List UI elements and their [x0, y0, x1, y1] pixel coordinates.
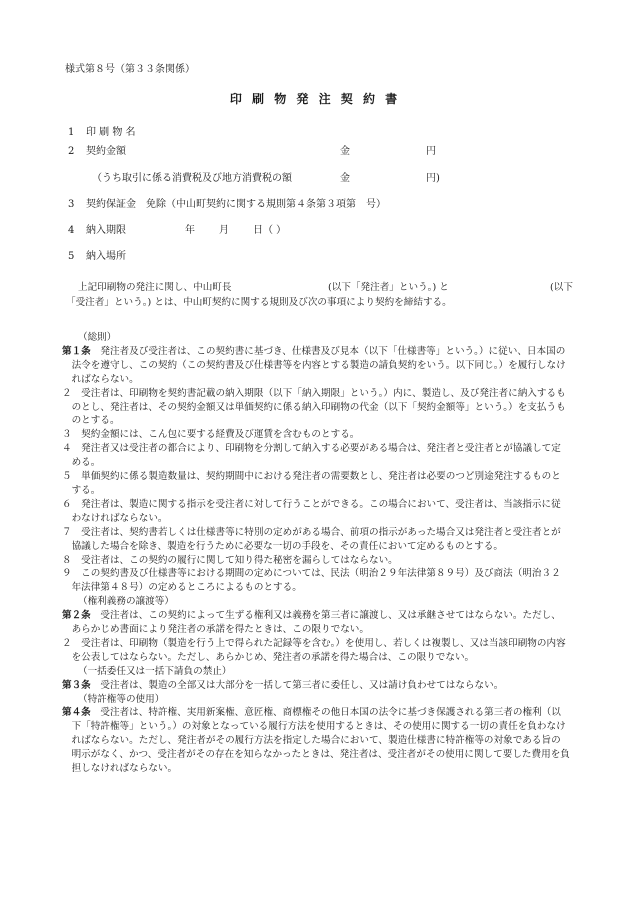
field-4-month: 月	[219, 225, 229, 236]
article-4	[62, 706, 570, 776]
article-1	[62, 345, 570, 387]
field-2-kin: 金	[340, 146, 350, 157]
field-4-year: 年	[185, 225, 195, 236]
article-number: 第２条	[62, 610, 91, 622]
clause-item: ９ この契約書及び仕様書等における期間の定めについては、民法（明治２９年法律第８９号）及び商法（明治３２年法律第４８号）の定めるところによるものとする。	[62, 568, 561, 594]
field-2-en: 円	[426, 146, 436, 157]
section-heading: （特許権等の使用）	[78, 693, 165, 705]
intro-line1-c: (以下	[550, 282, 573, 293]
field-4-day: 日（ ）	[253, 225, 287, 236]
field-4-number: 4	[68, 225, 75, 236]
section-heading: （総則）	[78, 332, 117, 343]
article-text: 受注者は、この契約によって生ずる権利又は義務を第三者に譲渡し、又は承継させてはならない。ただし、あらかじめ書面により発注者の承諾を得たときは、この限りでない。	[71, 610, 561, 636]
article-2	[62, 609, 570, 637]
intro-line2: 「受注者」という。) とは、中山町契約に関する規則及び次の事項により契約を締結する。	[66, 297, 452, 308]
article-number: 第１条	[62, 345, 91, 357]
document-title: 印 刷 物 発 注 契 約 書	[229, 92, 401, 106]
intro-line1-b: (以下「発注者」という。) と	[328, 282, 449, 293]
article-3	[62, 679, 570, 693]
clause-item: ８ 受注者は、この契約の履行に関して知り得た秘密を漏らしてはならない。	[62, 554, 398, 566]
clause-item: ５ 単価契約に係る製造数量は、契約期間中における発注者の需要数とし、発注者は必要のつど別途発注するものとする。	[62, 471, 561, 496]
clause-item: ４ 発注者又は受注者の都合により、印刷物を分割して納入する必要がある場合は、発注者と受注者とが協議して定める。	[62, 443, 561, 469]
clause-item: ６ 発注者は、製造に関する指示を受注者に対して行うことができる。この場合において、受注者は、当該指示に従わなければならない。	[62, 498, 561, 524]
article-text: 受注者は、特許権、実用新案権、意匠権、商標権その他日本国の法令に基づき保護される第三者の権利（以下「特許権等」という。）の対象となっている履行方法を使用するときは、その使用に関する一切の責任を負わなければならない。ただし、発注者がその履行方法を指定した場合において、製造仕様書に特許権等の対象である旨の明示がなく、かつ、受注者がその存在を知らなかったときは、発注者は、受注者がその使用に関して要した費用を負担しなければならない。	[71, 707, 570, 775]
article-number: 第３条	[62, 679, 91, 691]
clause-item: ２ 受注者は、印刷物を契約書記載の納入期限（以下「納入期限」という。）内に、製造し、及び発注者に納入するものとし、発注者は、その契約金額又は単価契約に係る納入印刷物の代金（以下「契約金額等」という。）を支払うものとする。	[62, 387, 566, 427]
field-2-tax-en: 円)	[426, 173, 440, 184]
article-number: 第４条	[62, 707, 91, 719]
intro-line1-a: 上記印刷物の発注に関し、中山町長	[78, 282, 232, 293]
field-5-label: 納入場所	[86, 251, 126, 262]
clause-item: ７ 受注者は、契約書若しくは仕様書等に特別の定めがある場合、前項の指示があった場合又は発注者と受注者とが協議した場合を除き、製造を行うために必要な一切の手段を、その責任において定めるものとする。	[62, 526, 561, 552]
contract-clauses	[62, 331, 570, 776]
field-2-number: 2	[68, 146, 75, 157]
field-5-number: 5	[68, 251, 75, 262]
field-1-label: 印 刷 物 名	[86, 127, 136, 138]
field-4-label: 納入期限	[86, 225, 126, 236]
field-3-number: 3	[68, 199, 75, 210]
field-2-tax-label: （うち取引に係る消費税及び地方消費税の額	[92, 173, 292, 184]
field-3-text: 免除（中山町契約に関する規則第４条第３項第 号）	[146, 199, 386, 210]
article-text: 発注者及び受注者は、この契約書に基づき、仕様書及び見本（以下「仕様書等」という。）に従い、日本国の法令を遵守し、この契約（この契約書及び仕様書等を内容とする製造の請負契約をいう。以下同じ。）を履行しなければならない。	[71, 345, 566, 385]
section-heading: （権利義務の譲渡等）	[78, 596, 174, 608]
form-number: 様式第８号（第３３条関係）	[65, 64, 195, 75]
article-text: 受注者は、製造の全部又は大部分を一括して第三者に委任し、又は請け負わせてはならない。	[90, 679, 504, 691]
section-heading: （一括委任又は一括下請負の禁止）	[78, 665, 232, 677]
field-2-tax-kin: 金	[340, 173, 350, 184]
clause-item: ３ 契約金額には、こん包に要する経費及び運賃を含むものとする。	[62, 429, 360, 441]
field-1-number: 1	[68, 127, 75, 138]
field-3-label: 契約保証金	[86, 199, 136, 210]
clause-item: ２ 受注者は、印刷物（製造を行う上で得られた記録等を含む。）を使用し、若しくは複製し、又は当該印刷物の内容を公表してはならない。ただし、あらかじめ、発注者の承諾を得た場合は、この限りでない。	[62, 637, 566, 663]
field-2-label: 契約金額	[86, 146, 126, 157]
